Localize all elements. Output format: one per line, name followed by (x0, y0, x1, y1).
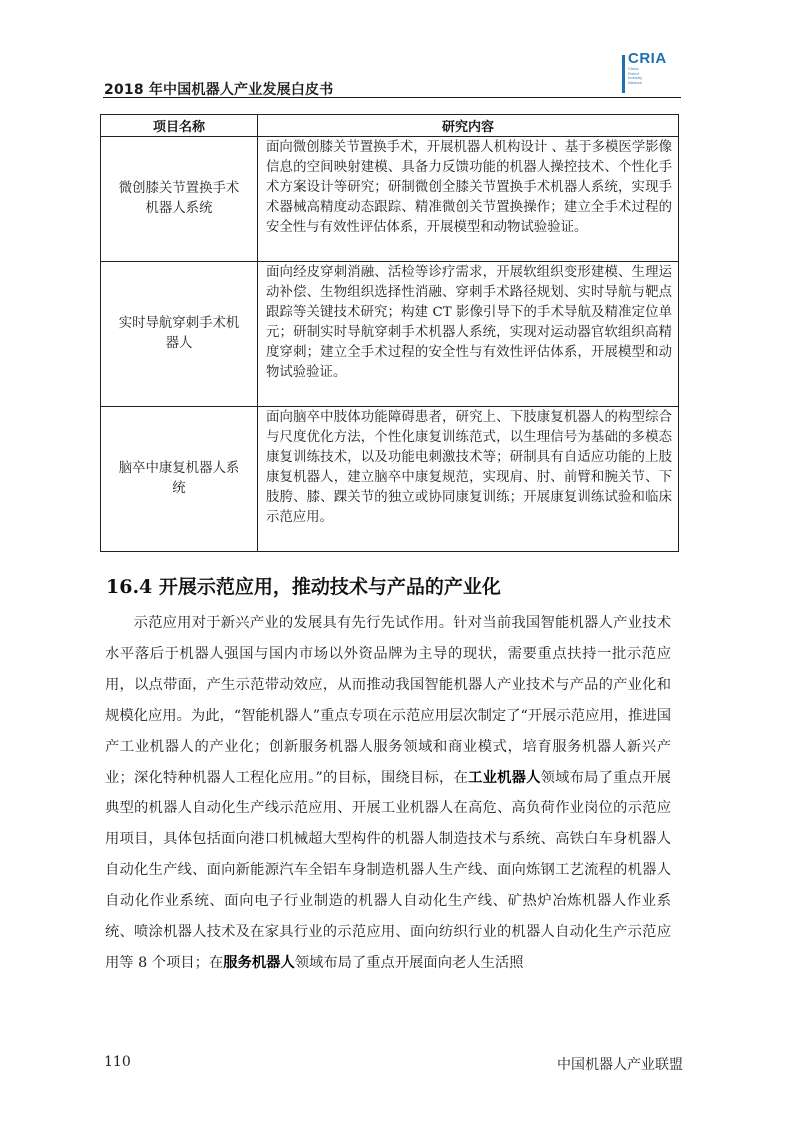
logo-subtitle: China Robot Industry Alliance (628, 66, 643, 85)
research-content-cell: 面向脑卒中肢体功能障碍患者，研究上、下肢康复机器人的构型综合与尺度优化方法，个性化康复训练范式，以生理信号为基础的多模态康复训练技术，以及功能电刺激技术等；研制具有自适应功能的上肢康复机器人，建立脑卒中康复规范，实现肩、肘、前臂和腕关节、下肢胯、膝、踝关节的独立或协同康复训练；开展康复训练试验和临床示范应用。 (258, 407, 679, 552)
project-name-cell: 实时导航穿刺手术机器人 (101, 262, 258, 407)
paragraph-text-part-2: 领域布局了重点开展典型的机器人自动化生产线示范应用、开展工业机器人在高危、高负荷作业岗位的示范应用项目，具体包括面向港口机械超大型构件的机器人制造技术与系统、高铁白车身机器人自动化生产线、面向新能源汽车全铝车身制造机器人生产线、面向炼钢工艺流程的机器人自动化作业系统、面向电子行业制造的机器人自动化生产线、矿热炉冶炼机器人作业系统、喷涂机器人技术及在家具行业的示范应用、面向纺织行业的机器人自动化生产示范应用等 8 个项目；在 (105, 769, 671, 971)
footer-organization: 中国机器人产业联盟 (557, 1057, 683, 1073)
emphasis-industrial-robot: 工业机器人 (468, 769, 541, 786)
header-divider (103, 97, 681, 98)
project-name-cell: 脑卒中康复机器人系统 (101, 407, 258, 552)
column-header-research-content: 研究内容 (258, 115, 679, 137)
paragraph-text-part-1: 示范应用对于新兴产业的发展具有先行先试作用。针对当前我国智能机器人产业技术水平落后于机器人强国与国内市场以外资品牌为主导的现状，需要重点扶持一批示范应用，以点带面，产生示范带动效应，从而推动我国智能机器人产业技术与产品的产业化和规模化应用。为此，“智能机器人”重点专项在示范应用层次制定了“开展示范应用，推进国产工业机器人的产业化；创新服务机器人服务领域和商业模式，培育服务机器人新兴产业；深化特种机器人工程化应用。”的目标，围绕目标，在 (105, 615, 671, 786)
page-number: 110 (104, 1054, 131, 1070)
table-header-row (101, 115, 679, 137)
logo-abbreviation: CRIA (628, 50, 667, 67)
emphasis-service-robot: 服务机器人 (223, 954, 295, 971)
research-content-cell: 面向微创膝关节置换手术，开展机器人机构设计 、基于多模医学影像信息的空间映射建模、具备力反馈功能的机器人操控技术、个性化手术方案设计等研究；研制微创全膝关节置换手术机器人系统，实现手术器械高精度动态跟踪、精准微创关节置换操作；建立全手术过程的安全性与有效性评估体系，开展模型和动物试验验证。 (258, 137, 679, 262)
table-row (101, 262, 679, 407)
table-row (101, 407, 679, 552)
cria-logo (622, 50, 667, 96)
body-paragraph (105, 608, 671, 979)
project-name-cell: 微创膝关节置换手术机器人系统 (101, 137, 258, 262)
column-header-project-name: 项目名称 (101, 115, 258, 137)
document-header-title: 2018 年中国机器人产业发展白皮书 (104, 82, 334, 98)
table-row (101, 137, 679, 262)
research-projects-table (100, 114, 679, 552)
research-content-cell: 面向经皮穿刺消融、活检等诊疗需求，开展软组织变形建模、生理运动补偿、生物组织选择性消融、穿刺手术路径规划、实时导航与靶点跟踪等关键技术研究；构建 CT 影像引导下的手术导航及精准定位单元；研制实时导航穿刺手术机器人系统，实现对运动器官软组织高精度穿刺；建立全手术过程的安全性与有效性评估体系，开展模型和动物试验验证。 (258, 262, 679, 407)
section-heading: 16.4 开展示范应用，推动技术与产品的产业化 (106, 576, 501, 598)
paragraph-text-part-3: 领域布局了重点开展面向老人生活照 (294, 954, 524, 971)
logo-accent-bar (622, 55, 625, 93)
